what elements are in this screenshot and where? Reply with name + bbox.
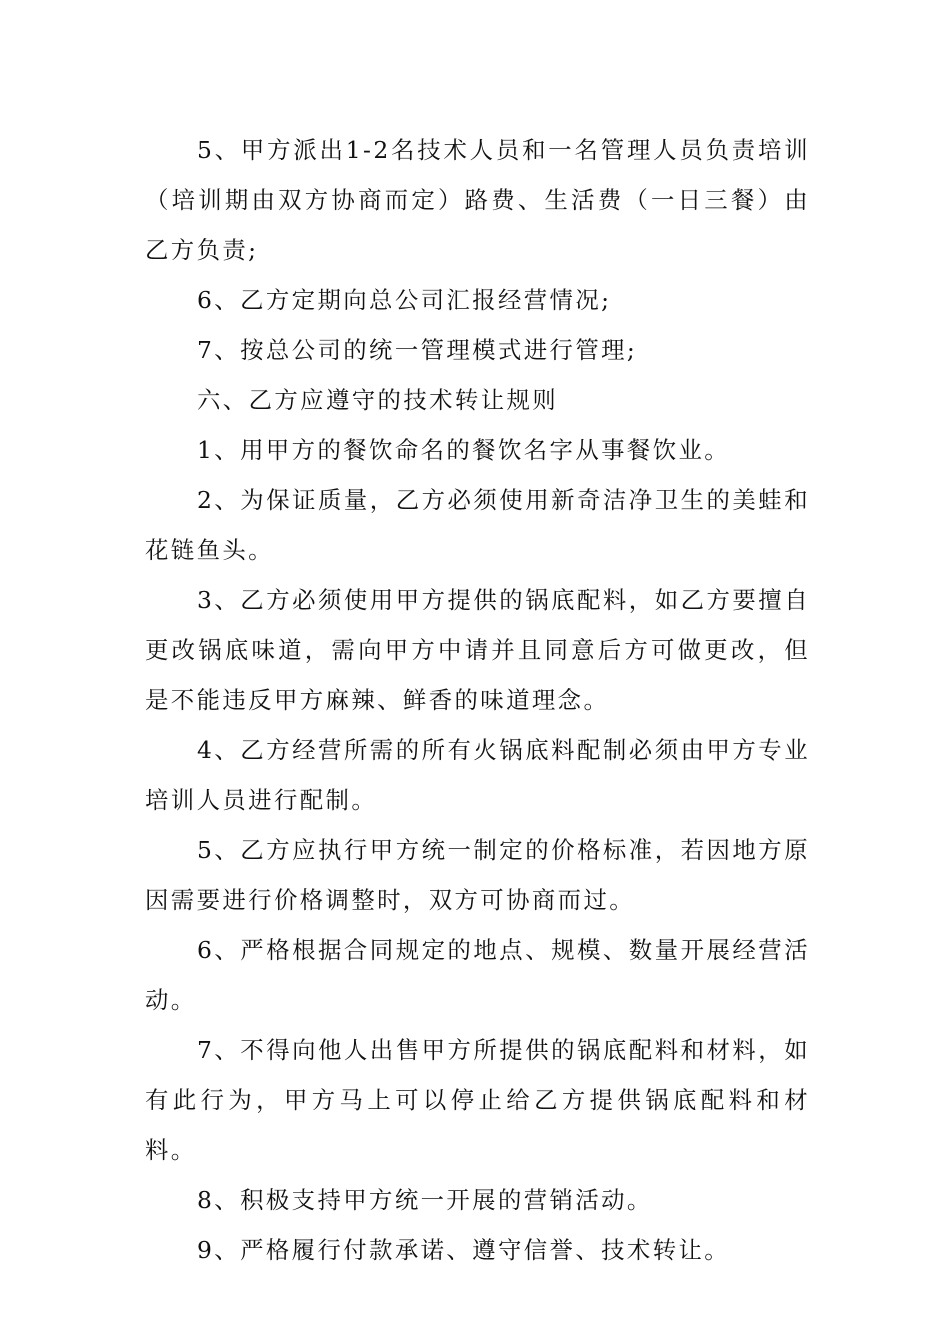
rule-item-2: 2、为保证质量，乙方必须使用新奇洁净卫生的美蛙和花链鱼头。	[145, 486, 810, 564]
paragraph-item-7-management: 7、按总公司的统一管理模式进行管理;	[197, 336, 638, 364]
paragraph-item-6-reporting: 6、乙方定期向总公司汇报经营情况;	[197, 286, 612, 314]
rule-item-4: 4、乙方经营所需的所有火锅底料配制必须由甲方专业培训人员进行配制。	[145, 736, 810, 814]
rule-item-7: 7、不得向他人出售甲方所提供的锅底配料和材料，如有此行为，甲方马上可以停止给乙方提供锅底配料和材料。	[145, 1036, 810, 1164]
paragraph-item-5-training: 5、甲方派出1-2名技术人员和一名管理人员负责培训（培训期由双方协商而定）路费、生活费（一日三餐）由乙方负责;	[145, 136, 810, 264]
rule-item-5: 5、乙方应执行甲方统一制定的价格标准，若因地方原因需要进行价格调整时，双方可协商而过。	[145, 836, 810, 914]
rule-item-3: 3、乙方必须使用甲方提供的锅底配料，如乙方要擅自更改锅底味道，需向甲方中请并且同意后方可做更改，但是不能违反甲方麻辣、鲜香的味道理念。	[145, 586, 810, 714]
rule-item-6: 6、严格根据合同规定的地点、规模、数量开展经营活动。	[145, 936, 810, 1014]
rule-item-9: 9、严格履行付款承诺、遵守信誉、技术转让。	[197, 1236, 731, 1264]
rule-item-8: 8、积极支持甲方统一开展的营销活动。	[197, 1186, 653, 1214]
document-page	[145, 125, 810, 1275]
rule-item-1: 1、用甲方的餐饮命名的餐饮名字从事餐饮业。	[197, 436, 731, 464]
section-heading-six: 六、乙方应遵守的技术转让规则	[197, 386, 559, 414]
